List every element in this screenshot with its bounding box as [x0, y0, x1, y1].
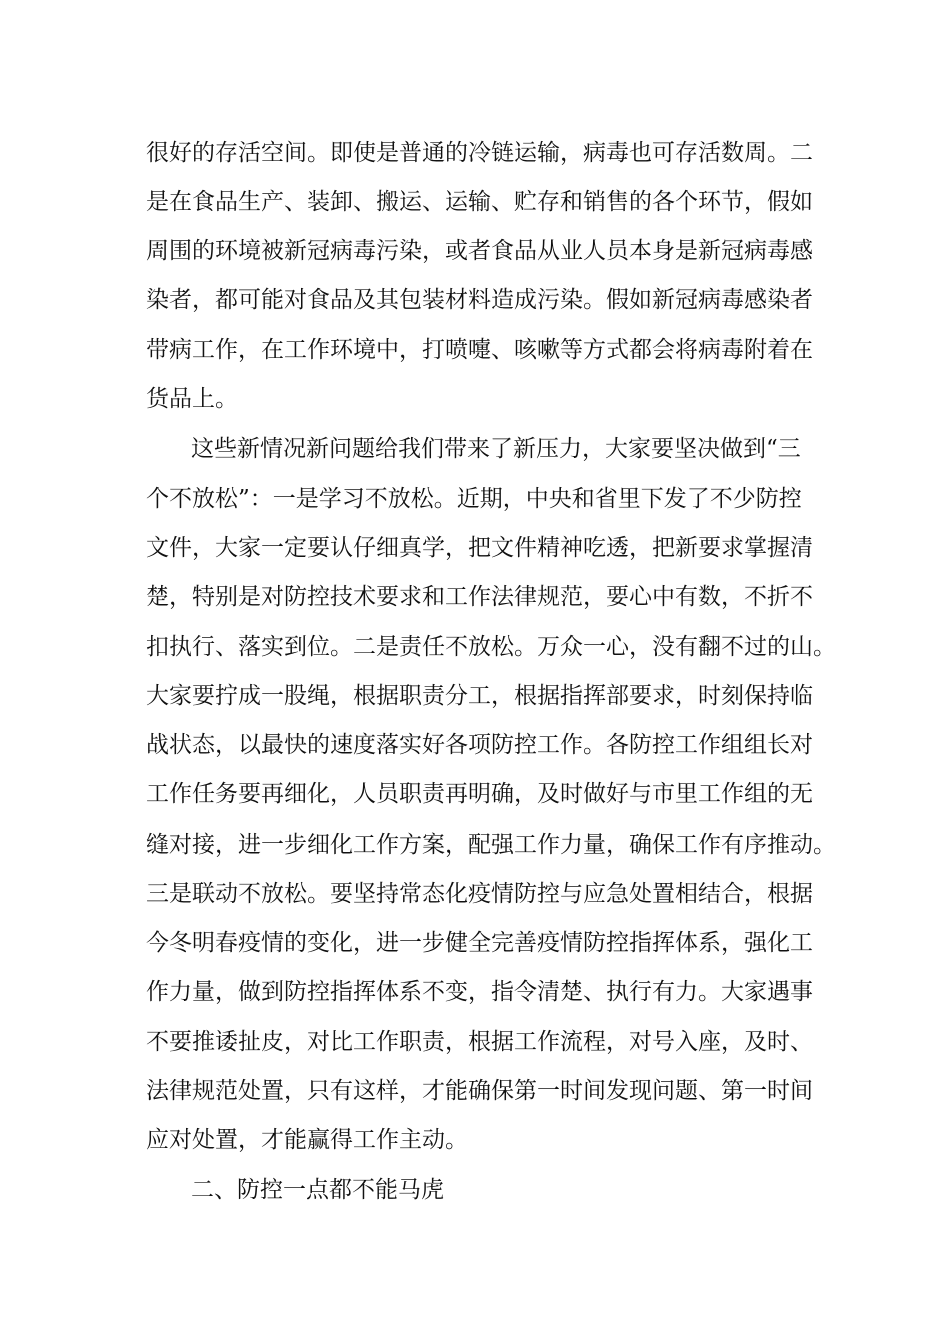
paragraph-line: 扣执行、落实到位。二是责任不放松。万众一心，没有翻不过的山。 — [146, 634, 836, 660]
paragraph-line: 个不放松”：一是学习不放松。近期，中央和省里下发了不少防控 — [146, 486, 802, 512]
paragraph-line: 三是联动不放松。要坚持常态化疫情防控与应急处置相结合，根据 — [146, 881, 813, 907]
paragraph-line: 不要推诿扯皮，对比工作职责，根据工作流程，对号入座，及时、 — [146, 1029, 813, 1055]
paragraph-line: 带病工作，在工作环境中，打喷嚏、咳嗽等方式都会将病毒附着在 — [146, 337, 813, 363]
paragraph-line: 工作任务要再细化，人员职责再明确，及时做好与市里工作组的无 — [146, 781, 813, 807]
paragraph-line: 战状态，以最快的速度落实好各项防控工作。各防控工作组组长对 — [146, 732, 813, 758]
paragraph-line: 是在食品生产、装卸、搬运、运输、贮存和销售的各个环节，假如 — [146, 189, 813, 215]
section-heading: 二、防控一点都不能马虎 — [191, 1177, 444, 1203]
paragraph-line: 应对处置，才能赢得工作主动。 — [146, 1127, 468, 1153]
paragraph-line: 楚，特别是对防控技术要求和工作法律规范，要心中有数，不折不 — [146, 584, 813, 610]
paragraph-line: 今冬明春疫情的变化，进一步健全完善疫情防控指挥体系，强化工 — [146, 930, 813, 956]
paragraph-line: 周围的环境被新冠病毒污染，或者食品从业人员本身是新冠病毒感 — [146, 238, 813, 264]
paragraph-line: 染者，都可能对食品及其包装材料造成污染。假如新冠病毒感染者 — [146, 287, 813, 313]
paragraph-line: 货品上。 — [146, 386, 238, 412]
paragraph-line: 作力量，做到防控指挥体系不变，指令清楚、执行有力。大家遇事 — [146, 979, 813, 1005]
paragraph-line: 文件，大家一定要认仔细真学，把文件精神吃透，把新要求掌握清 — [146, 535, 813, 561]
paragraph-line: 这些新情况新问题给我们带来了新压力，大家要坚决做到“三 — [191, 436, 801, 462]
paragraph-line: 缝对接，进一步细化工作方案，配强工作力量，确保工作有序推动。 — [146, 832, 836, 858]
paragraph-line: 法律规范处置，只有这样，才能确保第一时间发现问题、第一时间 — [146, 1078, 813, 1104]
paragraph-line: 大家要拧成一股绳，根据职责分工，根据指挥部要求，时刻保持临 — [146, 683, 813, 709]
paragraph-line: 很好的存活空间。即使是普通的冷链运输，病毒也可存活数周。二 — [146, 140, 813, 166]
